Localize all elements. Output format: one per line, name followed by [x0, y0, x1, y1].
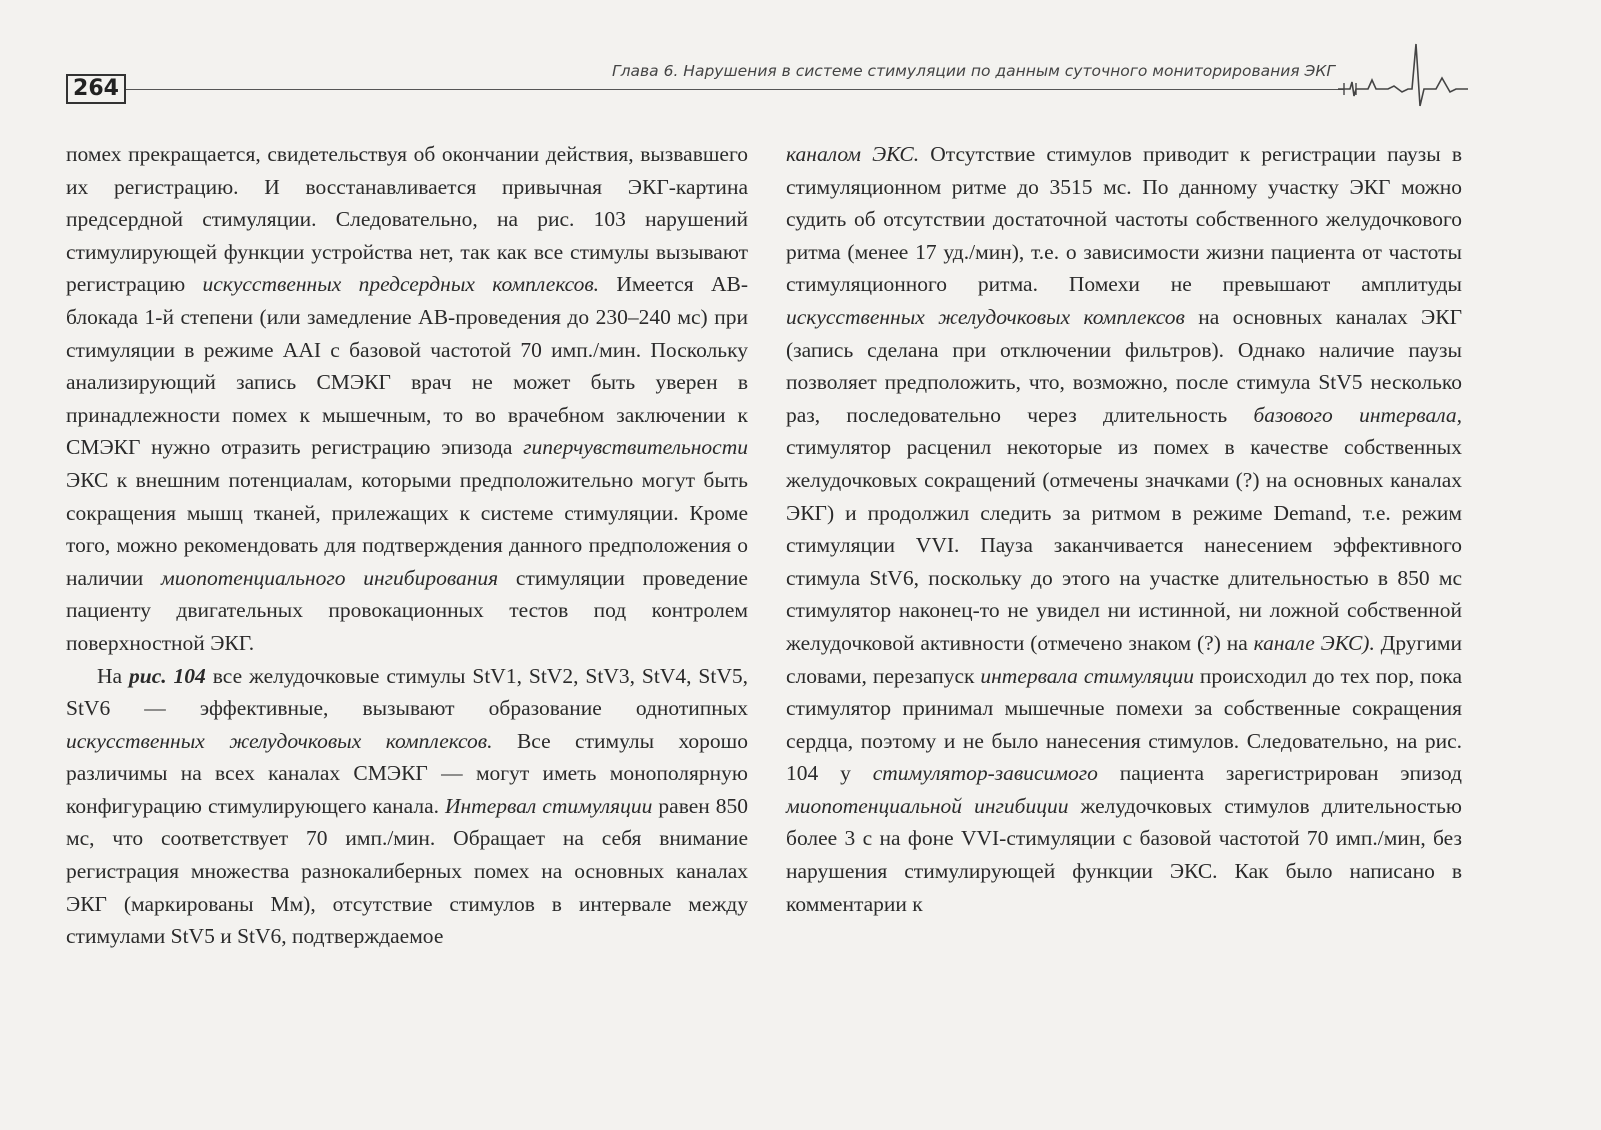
text-run: Имеется АВ-блокада 1-й степени (или замедление АВ-проведения до 230–240 мс) при стимуляции в режиме AAI с базовой частотой 70 имп./мин. Поскольку анализирующий запись СМЭКГ врач не может быть уверен в принадлежности помех к мышечным, то во врачебном заключении к СМЭКГ нужно отразить регистрацию эпизода [66, 272, 748, 460]
text-run: пациента зарегистрирован эпизод [1097, 761, 1462, 786]
text-run: все желудочковые стимулы StV1, StV2, StV3, StV4, StV5, StV6 — эффективные, вызывают образование однотипных [66, 663, 748, 721]
italic-term: искусственных желудочковых комплексов. [66, 728, 493, 753]
italic-term: Интервал стимуляции [444, 793, 653, 818]
paragraph [66, 138, 748, 660]
text-run: На [97, 663, 129, 688]
italic-term: базового интервала, [1253, 402, 1462, 427]
text-run: Все стимулы хорошо различимы на всех каналах СМЭКГ — могут иметь монополярную конфигурацию стимулирующего канала. [66, 728, 748, 818]
text-run: стимуляции проведение пациенту двигательных провокационных тестов под контролем поверхностной ЭКГ. [66, 565, 748, 655]
text-run: на основных каналах ЭКГ (запись сделана при отключении фильтров). Однако наличие паузы позволяет предположить, что, возможно, после стимула StV5 несколько раз, последовательно через длительность [786, 304, 1462, 427]
text-run: помех прекращается, свидетельствуя об окончании действия, вызвавшего их регистрацию. И восстанавливается привычная ЭКГ-картина предсердной стимуляции. Следовательно, на рис. 103 нарушений стимулирующей функции устройства нет, так как все стимулы вызывают регистрацию [66, 142, 748, 297]
paragraph [66, 660, 748, 953]
text-run: равен 850 мс, что соответствует 70 имп./мин. Обращает на себя внимание регистрация множества разнокалиберных помех на основных каналах ЭКГ (маркированы Мм), отсутствие стимулов в интервале между стимулами StV5 и StV6, подтверждаемое [66, 793, 749, 949]
text-run: ЭКС к внешним потенциалам, которыми предположительно могут быть сокращения мышц тканей, прилежащих к системе стимуляции. Кроме того, можно рекомендовать для подтверждения данного предположения о наличии [66, 467, 748, 590]
ecg-waveform-icon [1338, 42, 1468, 112]
italic-term: стимулятор-зависимого [872, 761, 1098, 786]
running-title: Глава 6. Нарушения в системе стимуляции по данным суточного мониторирования ЭКГ [611, 62, 1335, 80]
italic-term: гиперчувствительности [523, 435, 748, 460]
italic-term: каналом ЭКС. [786, 142, 920, 166]
italic-term: искусственных предсердных комплексов. [202, 272, 600, 297]
left-column [66, 138, 748, 953]
paragraph [786, 138, 1462, 920]
text-run: стимулятор расценил некоторые из помех в качестве собственных желудочковых сокращений (отмечены значками (?) на основных каналах ЭКГ) и продолжил следить за ритмом в режиме Demand, т.е. режим стимуляции VVI. Пауза заканчивается нанесением эффективного стимула StV6, поскольку до этого на участке длительностью в 850 мс стимулятор наконец-то не увидел ни истинной, ни ложной собственной желудочковой активности (отмечено знаком (?) на [786, 435, 1462, 655]
header-rule [126, 89, 1344, 90]
italic-term: интервала стимуляции [980, 663, 1194, 688]
italic-term: миопотенциального ингибирования [161, 565, 499, 590]
right-column [786, 138, 1462, 920]
figure-reference: рис. 104 [129, 663, 206, 688]
italic-term: миопотенциальной ингибиции [786, 793, 1069, 818]
text-run: происходил до тех пор, пока стимулятор принимал мышечные помехи за собственные сокращения сердца, поэтому и не было нанесения стимулов. Следовательно, на рис. 104 у [786, 663, 1462, 786]
text-run: Отсутствие стимулов приводит к регистрации паузы в стимуляционном ритме до 3515 мс. По данному участку ЭКГ можно судить об отсутствии достаточной частоты собственного желудочкового ритма (менее 17 уд./мин), т.е. о зависимости жизни пациента от частоты стимуляционного ритма. Помехи не превышают амплитуды [786, 142, 1462, 297]
italic-term: канале ЭКС). [1253, 630, 1375, 655]
page-number: 264 [66, 74, 126, 104]
italic-term: искусственных желудочковых комплексов [786, 304, 1185, 329]
text-run: Другими словами, перезапуск [786, 630, 1462, 688]
text-run: желудочковых стимулов длительностью более 3 с на фоне VVI-стимуляции с базовой частотой 70 имп./мин, без нарушения стимулирующей функции ЭКС. Как было написано в комментарии к [786, 793, 1462, 916]
